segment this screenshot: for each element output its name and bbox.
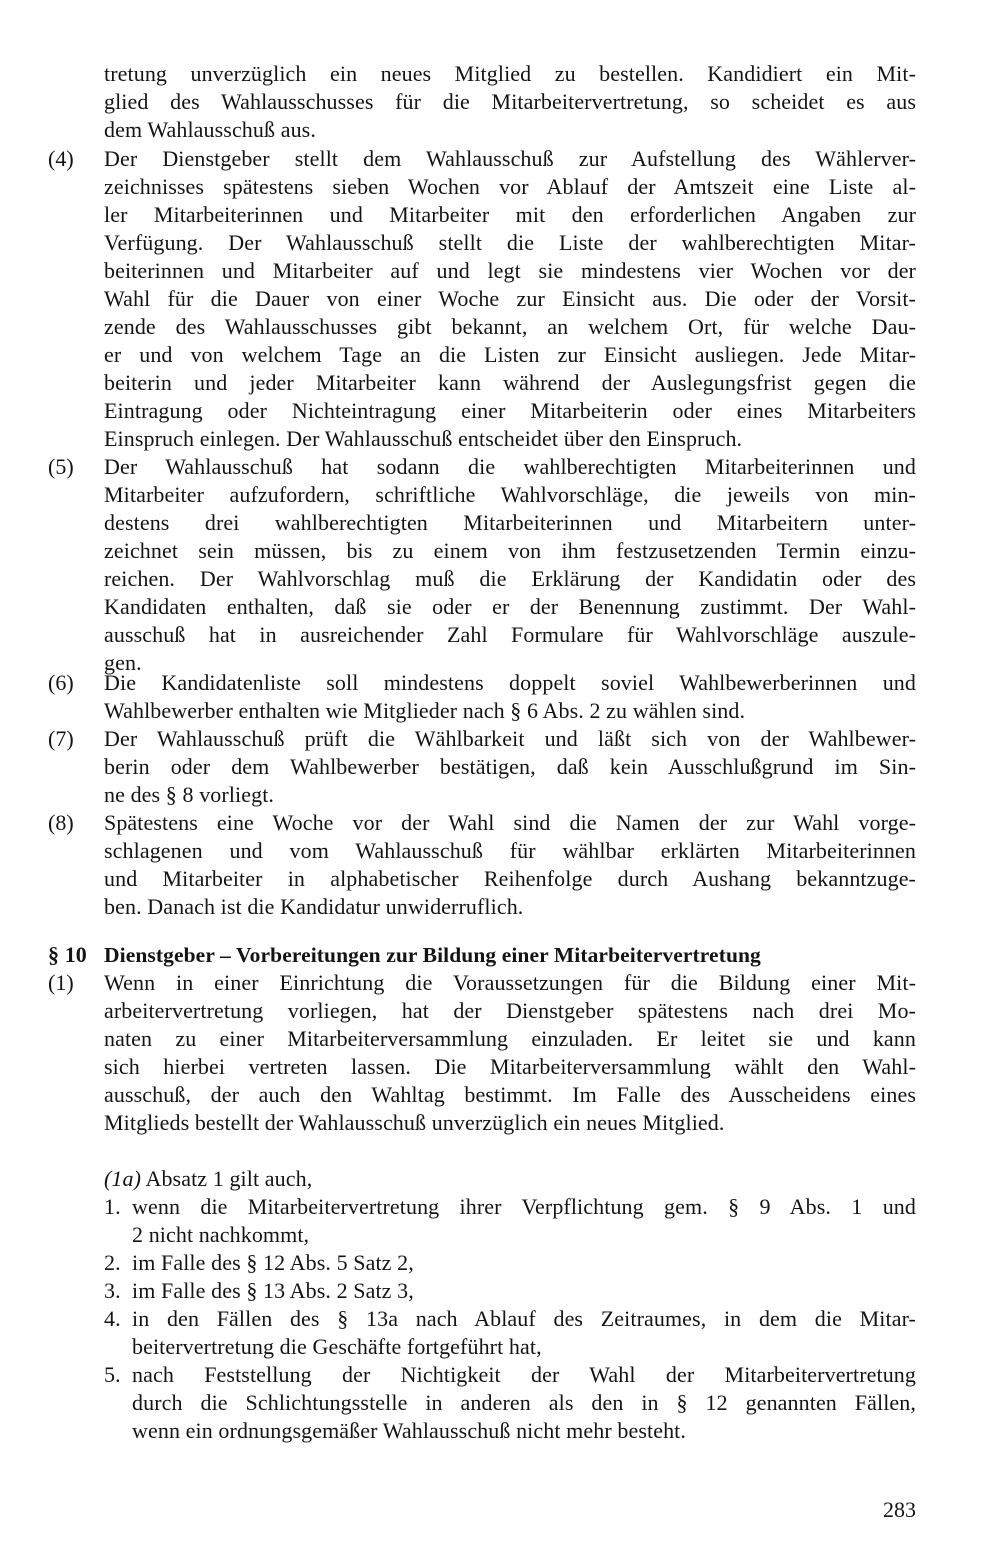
paragraph-number: (1)	[48, 970, 74, 995]
text-line: im Falle des § 12 Abs. 5 Satz 2,	[132, 1250, 414, 1275]
paragraph-number: (6)	[48, 670, 74, 695]
text-line: Der Wahlausschuß hat sodann die wahlberechtigten Mitarbeiterinnen und	[104, 454, 916, 479]
text-line: er und von welchem Tage an die Listen zur Einsicht ausliegen. Jede Mitar-	[104, 342, 916, 367]
text-line: wenn die Mitarbeitervertretung ihrer Verpflichtung gem. § 9 Abs. 1 und	[132, 1194, 916, 1219]
text-line: Der Dienstgeber stellt dem Wahlausschuß zur Aufstellung des Wählerver-	[104, 146, 916, 171]
text-line: schlagenen und vom Wahlausschuß für wählbar erklärten Mitarbeiterinnen	[104, 838, 916, 863]
text-line: ne des § 8 vorliegt.	[104, 782, 275, 807]
text-line: Verfügung. Der Wahlausschuß stellt die Liste der wahlberechtigten Mitar-	[104, 230, 916, 255]
text-line: berin oder dem Wahlbewerber bestätigen, daß kein Ausschlußgrund im Sin-	[104, 754, 916, 779]
text-line: ausschuß hat in ausreichender Zahl Formulare für Wahlvorschläge auszule-	[104, 622, 916, 647]
text-line: arbeitervertretung vorliegen, hat der Dienstgeber spätestens nach drei Mo-	[104, 998, 916, 1023]
text-line: naten zu einer Mitarbeiterversammlung einzuladen. Er leitet sie und kann	[104, 1026, 916, 1051]
text-line: beiterin und jeder Mitarbeiter kann während der Auslegungsfrist gegen die	[104, 370, 916, 395]
list-item-number: 1.	[104, 1194, 121, 1219]
text-line: durch die Schlichtungsstelle in anderen als den in § 12 genannten Fällen,	[132, 1390, 916, 1415]
paragraph-number: (7)	[48, 726, 74, 751]
text-line: Spätestens eine Woche vor der Wahl sind die Namen der zur Wahl vorge-	[104, 810, 916, 835]
text-line: beitervertretung die Geschäfte fortgeführt hat,	[132, 1334, 542, 1359]
paragraph-number: (5)	[48, 454, 74, 479]
text-line: Einspruch einlegen. Der Wahlausschuß entscheidet über den Einspruch.	[104, 426, 743, 451]
text-line: und Mitarbeiter in alphabetischer Reihenfolge durch Aushang bekanntzuge-	[104, 866, 916, 891]
text-line: zeichnisses spätestens sieben Wochen vor Ablauf der Amtszeit eine Liste al-	[104, 174, 916, 199]
text-line: in den Fällen des § 13a nach Ablauf des Zeitraumes, in dem die Mitar-	[132, 1306, 916, 1331]
text-line: nach Feststellung der Nichtigkeit der Wahl der Mitarbeitervertretung	[132, 1362, 916, 1387]
text-line: zeichnet sein müssen, bis zu einem von ihm festzusetzenden Termin einzu-	[104, 538, 916, 563]
text-line: zende des Wahlausschusses gibt bekannt, an welchem Ort, für welche Dau-	[104, 314, 916, 339]
text-line: destens drei wahlberechtigten Mitarbeiterinnen und Mitarbeitern unter-	[104, 510, 916, 535]
text-line: im Falle des § 13 Abs. 2 Satz 3,	[132, 1278, 414, 1303]
text-line: Die Kandidatenliste soll mindestens doppelt soviel Wahlbewerberinnen und	[104, 670, 916, 695]
subparagraph-intro: Absatz 1 gilt auch,	[145, 1166, 313, 1191]
text-line: Wahl für die Dauer von einer Woche zur Einsicht aus. Die oder der Vorsit-	[104, 286, 916, 311]
text-line: glied des Wahlausschusses für die Mitarbeitervertretung, so scheidet es aus	[104, 89, 916, 114]
text-line: 2 nicht nachkommt,	[132, 1222, 310, 1247]
text-line: wenn ein ordnungsgemäßer Wahlausschuß nicht mehr besteht.	[132, 1418, 686, 1443]
list-item-number: 3.	[104, 1278, 121, 1303]
text-line: Der Wahlausschuß prüft die Wählbarkeit und läßt sich von der Wahlbewer-	[104, 726, 916, 751]
text-line: ausschuß, der auch den Wahltag bestimmt. Im Falle des Ausscheidens eines	[104, 1082, 916, 1107]
page-number: 283	[883, 1497, 916, 1522]
list-item-number: 5.	[104, 1362, 121, 1387]
section-title: Dienstgeber – Vorbereitungen zur Bildung einer Mitarbeitervertretung	[104, 943, 761, 967]
text-line: Mitglieds bestellt der Wahlausschuß unverzüglich ein neues Mitglied.	[104, 1110, 725, 1135]
list-item-number: 4.	[104, 1306, 121, 1331]
subparagraph-intro-line	[104, 1165, 312, 1193]
section-number: § 10	[48, 942, 87, 967]
text-line: gen.	[104, 650, 142, 675]
list-item-number: 2.	[104, 1250, 121, 1275]
text-line: sich hierbei vertreten lassen. Die Mitarbeiterversammlung wählt den Wahl-	[104, 1054, 916, 1079]
text-line: ben. Danach ist die Kandidatur unwiderruflich.	[104, 894, 524, 919]
text-line: Eintragung oder Nichteintragung einer Mitarbeiterin oder eines Mitarbeiters	[104, 398, 916, 423]
text-line: tretung unverzüglich ein neues Mitglied zu bestellen. Kandidiert ein Mit-	[104, 61, 916, 86]
text-line: beiterinnen und Mitarbeiter auf und legt sie mindestens vier Wochen vor der	[104, 258, 916, 283]
text-line: dem Wahlausschuß aus.	[104, 117, 316, 142]
text-line: Wenn in einer Einrichtung die Voraussetzungen für die Bildung einer Mit-	[104, 970, 916, 995]
subparagraph-number: (1a)	[104, 1166, 142, 1191]
paragraph-number: (4)	[48, 146, 74, 171]
text-line: Kandidaten enthalten, daß sie oder er der Benennung zustimmt. Der Wahl-	[104, 594, 916, 619]
text-line: Mitarbeiter aufzufordern, schriftliche Wahlvorschläge, die jeweils von min-	[104, 482, 916, 507]
text-line: reichen. Der Wahlvorschlag muß die Erklärung der Kandidatin oder des	[104, 566, 916, 591]
text-line: Wahlbewerber enthalten wie Mitglieder nach § 6 Abs. 2 zu wählen sind.	[104, 698, 746, 723]
text-line: ler Mitarbeiterinnen und Mitarbeiter mit den erforderlichen Angaben zur	[104, 202, 916, 227]
paragraph-number: (8)	[48, 810, 74, 835]
